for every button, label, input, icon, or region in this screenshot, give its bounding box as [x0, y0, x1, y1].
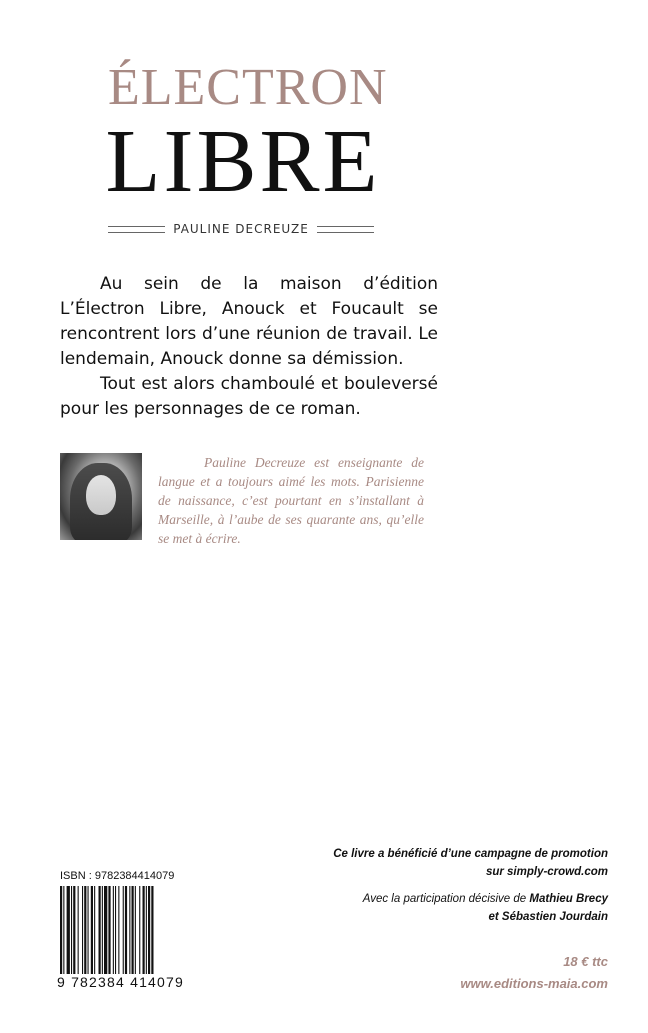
barcode-bar — [94, 886, 95, 974]
barcode-bar — [99, 886, 101, 974]
author-photo — [60, 453, 142, 540]
promo-line-1: Ce livre a bénéficié d’une campagne de promotion — [333, 848, 608, 860]
barcode-bar — [139, 886, 140, 974]
barcode-bar — [102, 886, 103, 974]
barcode-bar — [60, 886, 62, 974]
barcode-bar — [113, 886, 114, 974]
title-line-1: ÉLECTRON — [108, 59, 388, 116]
barcode-bar — [71, 886, 72, 974]
title-line-2: LIBRE — [105, 112, 381, 211]
promo-block — [288, 845, 608, 926]
author-name: PAULINE DECREUZE — [173, 222, 309, 236]
barcode — [60, 886, 184, 974]
barcode-bar — [91, 886, 93, 974]
barcode-bar — [88, 886, 89, 974]
left-rule — [108, 226, 165, 233]
barcode-bar — [143, 886, 145, 974]
promo-line-3 — [288, 890, 608, 908]
barcode-bar — [146, 886, 147, 974]
barcode-bar — [123, 886, 124, 974]
author-bio: Pauline Decreuze est enseignante de langue et a toujours aimé les mots. Parisienne de naissance, c’est pourtant en s’installant à Marseille, à l’aube de ses quarante ans, qu’elle se met à écrire. — [158, 455, 424, 546]
barcode-bar — [151, 886, 153, 974]
barcode-bar — [135, 886, 136, 974]
barcode-bar — [82, 886, 83, 974]
barcode-bar — [115, 886, 116, 974]
barcode-bar — [73, 886, 75, 974]
website: www.editions-maia.com — [460, 976, 608, 991]
barcode-bar — [132, 886, 134, 974]
barcode-bar — [129, 886, 130, 974]
barcode-bar — [84, 886, 86, 974]
barcode-bar — [78, 886, 79, 974]
barcode-bar — [63, 886, 64, 974]
promo-line-4: et Sébastien Jourdain — [488, 911, 608, 923]
synopsis — [60, 272, 438, 422]
barcode-bar — [148, 886, 150, 974]
isbn-label: ISBN : 9782384414079 — [60, 870, 175, 882]
synopsis-paragraph-1: Au sein de la maison d’édition L’Électron Libre, Anouck et Foucault se rencontrent lors d’une réunion de travail. Le lendemain, Anouck donne sa démission. — [60, 274, 438, 369]
synopsis-paragraph-2: Tout est alors chamboulé et bouleversé pour les personnages de ce roman. — [60, 374, 438, 419]
price: 18 € ttc — [563, 954, 608, 969]
barcode-bar — [118, 886, 119, 974]
promo-line-2: sur simply-crowd.com — [485, 866, 608, 878]
barcode-bar — [125, 886, 127, 974]
barcode-bar — [67, 886, 70, 974]
right-rule — [317, 226, 374, 233]
photo-face — [86, 475, 116, 515]
author-row — [108, 219, 374, 239]
barcode-bar — [108, 886, 110, 974]
promo-line-3-prefix: Avec la participation décisive de — [362, 893, 530, 905]
promo-line-3-name: Mathieu Brecy — [529, 893, 608, 905]
barcode-digits: 9 782384 414079 — [57, 974, 184, 990]
barcode-bar — [104, 886, 107, 974]
